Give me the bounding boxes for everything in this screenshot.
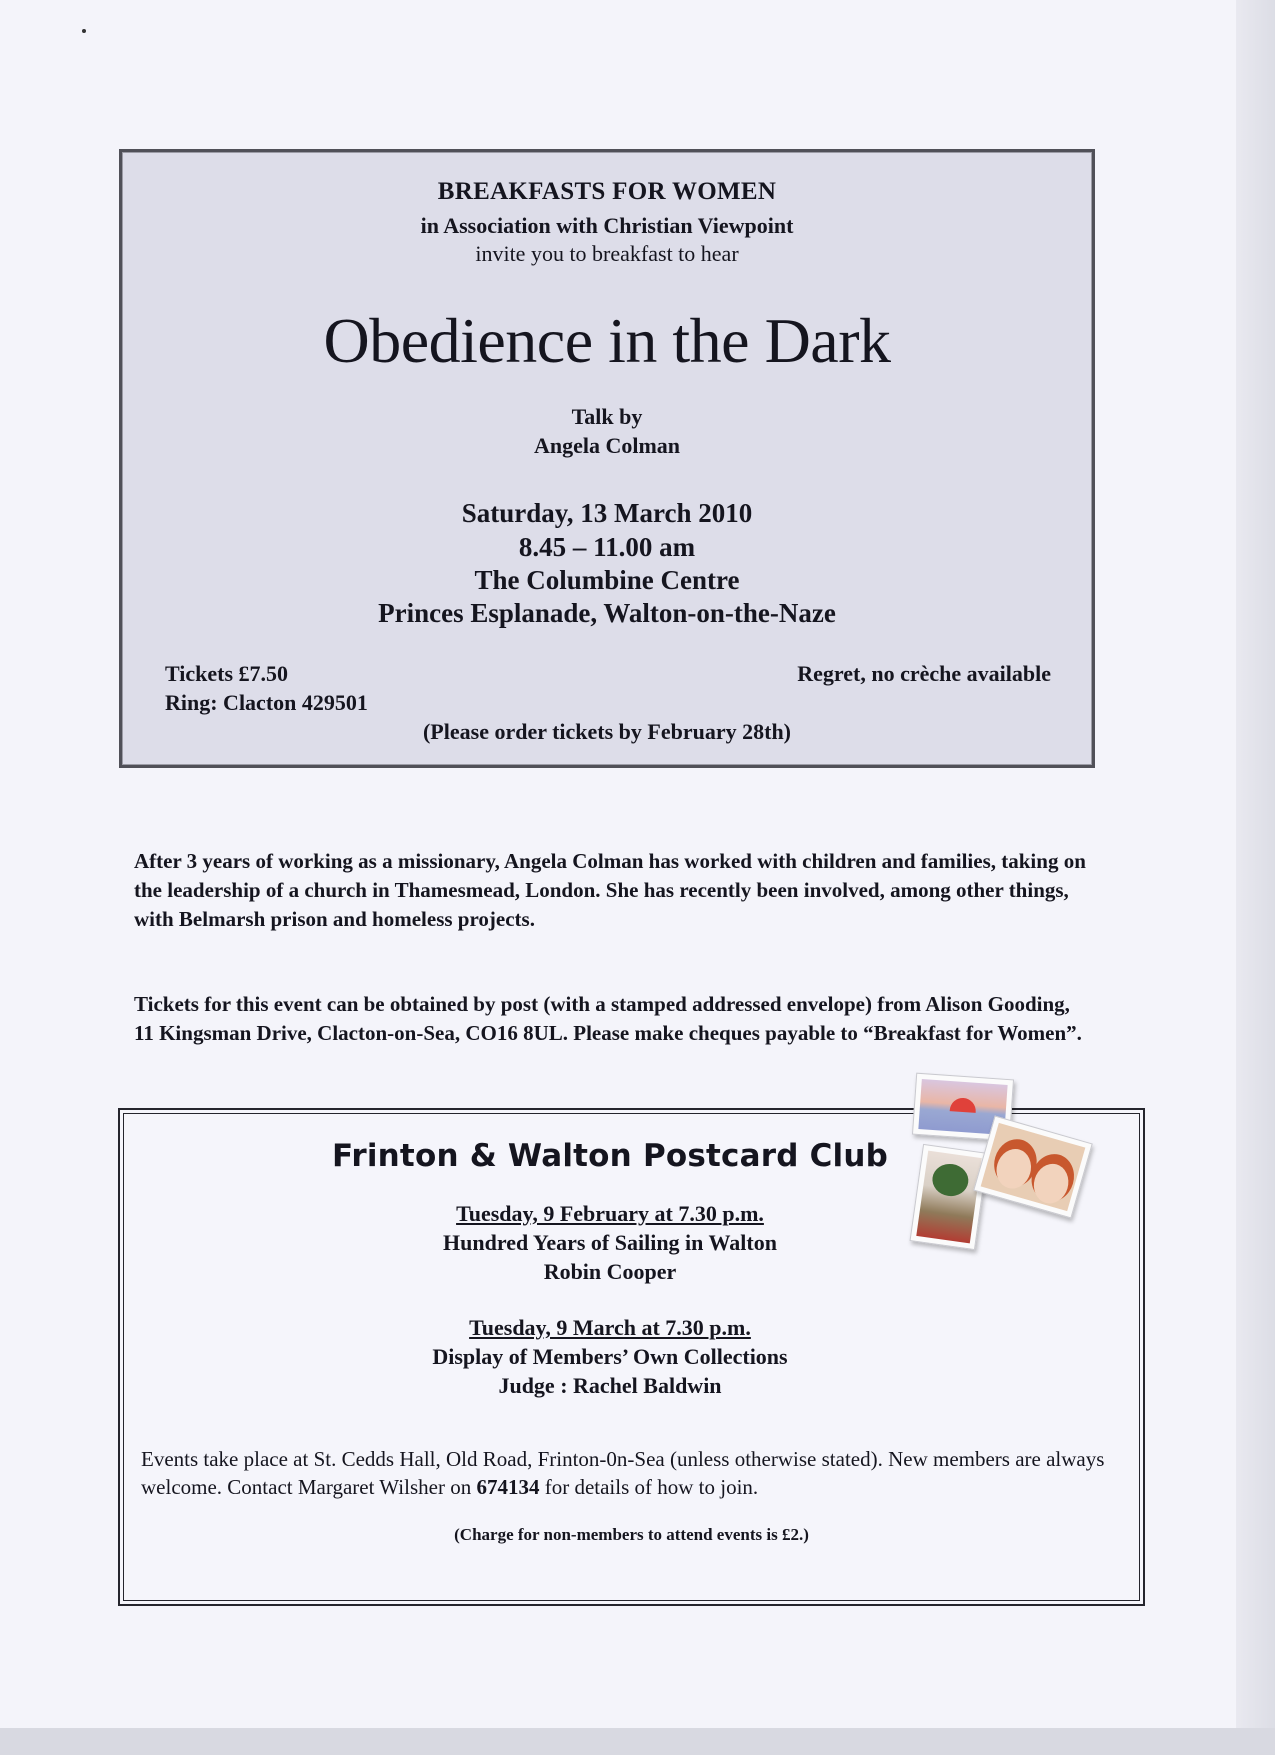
face-icon [1029, 1160, 1073, 1208]
postcards-illustration [900, 1070, 1100, 1250]
event-date: Saturday, 13 March 2010 [461, 498, 753, 528]
ticket-info: Tickets for this event can be obtained by post (with a stamped addressed envelope) from Alison Gooding, 11 Kingsman Drive, Clacton-on-Sea, CO16 8UL. Please make cheques payable to “Breakfast for Women”. [134, 992, 1082, 1045]
association-line: in Association with Christian Viewpoint [420, 213, 794, 238]
tree-icon [930, 1162, 970, 1199]
club-charge-note: (Charge for non-members to attend events is £2.) [454, 1525, 809, 1544]
club-event-date: Tuesday, 9 March at 7.30 p.m. [469, 1315, 751, 1340]
ring-number: Ring: Clacton 429501 [165, 690, 368, 715]
tree-postcard-image [910, 1144, 989, 1250]
club-info-text: Events take place at St. Cedds Hall, Old Road, Frinton-0n-Sea (unless otherwise stated). New members are always welcome. Contact Margaret Wilsher on [141, 1447, 1105, 1499]
club-phone: 674134 [476, 1475, 540, 1499]
speaker-bio: After 3 years of working as a missionary, Angela Colman has worked with children and families, taking on the leadership of a church in Thamesmead, London. She has recently been involved, among other things, with Belmarsh prison and homeless projects. [134, 849, 1086, 931]
invitation-line: invite you to breakfast to hear [475, 241, 739, 266]
organisation-name: BREAKFASTS FOR WOMEN [437, 178, 777, 205]
faces-postcard-image [973, 1115, 1093, 1218]
ticket-price: Tickets £7.50 [165, 661, 289, 686]
event-address: Princes Esplanade, Walton-on-the-Naze [378, 598, 836, 628]
sun-icon [950, 1097, 977, 1113]
face-icon [992, 1145, 1036, 1193]
breakfast-event-box [119, 149, 1095, 768]
club-info-text-end: for details of how to join. [539, 1475, 759, 1499]
club-info [141, 1445, 1131, 1501]
club-event-speaker: Robin Cooper [543, 1259, 677, 1284]
event-time: 8.45 – 11.00 am [518, 532, 696, 562]
page-edge [1236, 0, 1275, 1755]
order-deadline: (Please order tickets by February 28th) [422, 719, 792, 744]
creche-notice: Regret, no crèche available [797, 661, 1051, 686]
club-event-speaker: Judge : Rachel Baldwin [498, 1373, 722, 1398]
club-title: Frinton & Walton Postcard Club [331, 1138, 889, 1174]
event-venue: The Columbine Centre [474, 565, 740, 595]
club-event-title: Display of Members’ Own Collections [432, 1344, 788, 1369]
talk-title: Obedience in the Dark [323, 305, 891, 376]
bottom-edge [0, 1728, 1275, 1755]
club-event-date: Tuesday, 9 February at 7.30 p.m. [456, 1201, 764, 1226]
scan-speck [82, 29, 86, 33]
speaker-name: Angela Colman [533, 433, 681, 458]
talk-by-label: Talk by [571, 404, 643, 429]
club-event-title: Hundred Years of Sailing in Walton [443, 1230, 777, 1255]
